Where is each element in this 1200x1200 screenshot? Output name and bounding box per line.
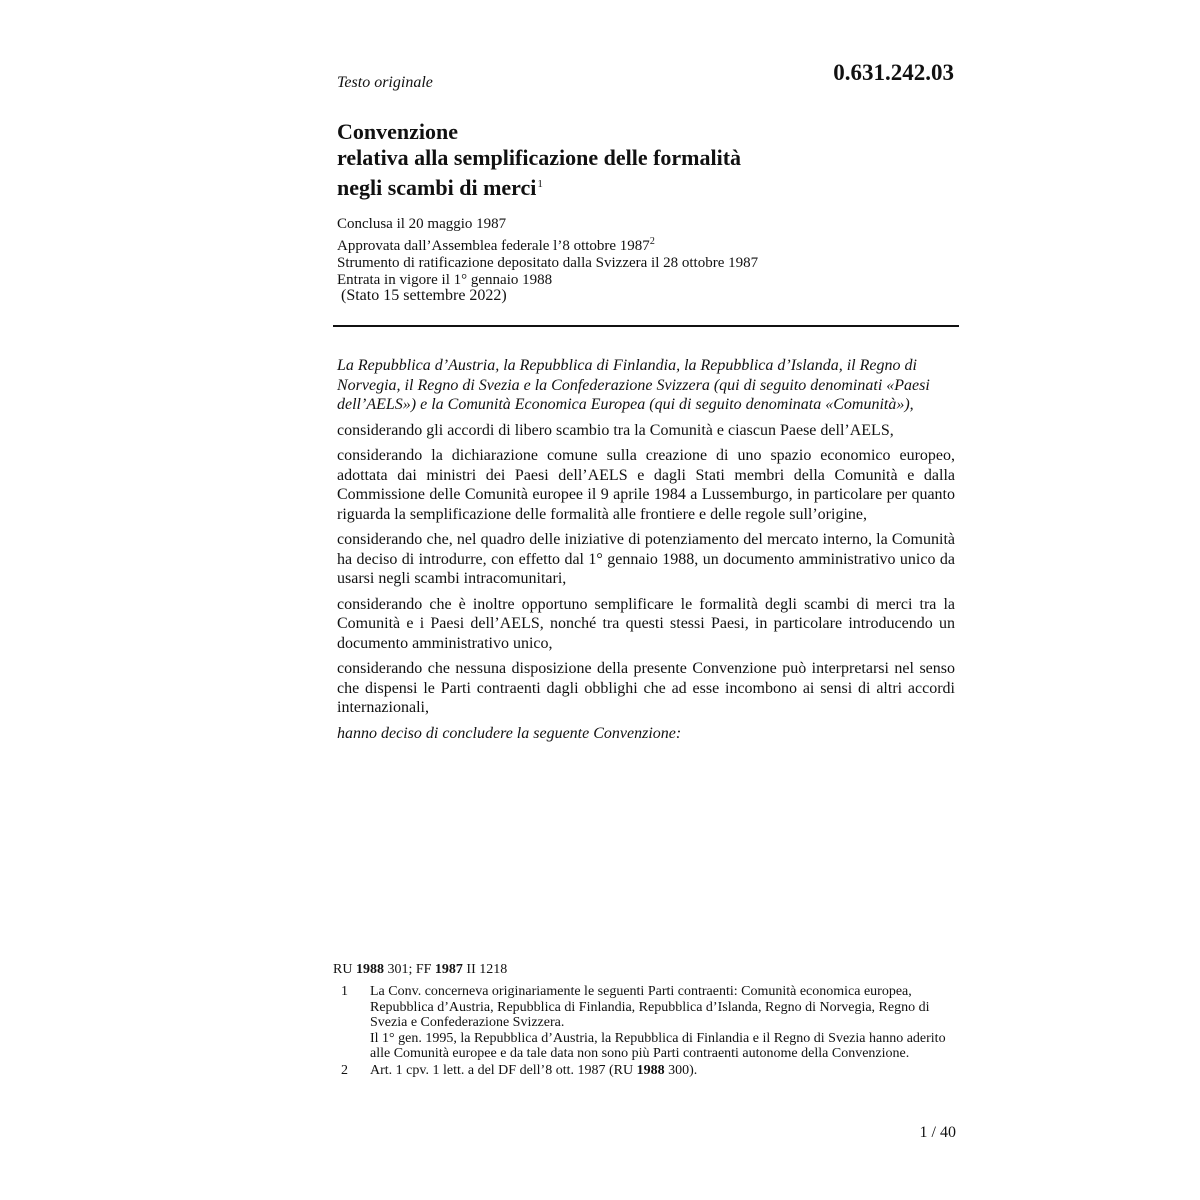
original-text-label: Testo originale: [337, 74, 433, 91]
dates-block: [337, 216, 758, 289]
title-line-2: relativa alla semplificazione delle formalità: [337, 145, 742, 170]
title-line-3-text: negli scambi di merci: [337, 175, 537, 200]
footnote-2-text-after: 300).: [668, 1062, 698, 1078]
consideration-5: considerando che nessuna disposizione della presente Convenzione può interpretarsi nel senso che dispensi le Parti contraenti dagli obblighi che ad esse incombono ai sensi di altri accordi internazionali,: [337, 660, 955, 716]
preamble-closing: hanno deciso di concludere la seguente Convenzione:: [337, 724, 682, 742]
ru-label: RU: [333, 962, 353, 977]
footnote-2: [337, 1063, 957, 1079]
footnote-2-year: 1988: [636, 1062, 665, 1078]
footnotes: [337, 984, 957, 1078]
page-number: 1 / 40: [919, 1124, 956, 1141]
approved-date: [337, 233, 758, 255]
ratification-date: Strumento di ratificazione depositato dalla Svizzera il 28 ottobre 1987: [337, 255, 759, 271]
preamble-parties: La Repubblica d’Austria, la Repubblica di Finlandia, la Repubblica d’Islanda, il Regno di Norvegia, il Regno di Svezia e la Confederazione Svizzera (qui di seguito denominati «Paesi dell’AELS») e la Comunità Economica Europea (qui di seguito denominata «Comunità»),: [337, 357, 930, 413]
status-date: (Stato 15 settembre 2022): [341, 287, 507, 304]
ff-year: 1987: [434, 962, 463, 977]
in-force-date: Entrata in vigore il 1° gennaio 1988: [337, 272, 553, 288]
footnote-1: [337, 984, 957, 1062]
ru-page: 301; FF: [387, 962, 432, 977]
consideration-3: considerando che, nel quadro delle iniziative di potenziamento del mercato interno, la Comunità ha deciso di introdurre, con effetto dal 1° gennaio 1988, un documento amministrativo unico da usarsi negli scambi intracomunitari,: [337, 531, 955, 587]
footnote-1-number: 1: [341, 984, 348, 999]
footnote-1-body: [370, 984, 957, 1062]
approved-date-text: Approvata dall’Assemblea federale l’8 ottobre 1987: [337, 238, 650, 254]
ff-page: II 1218: [466, 962, 508, 977]
consideration-2: considerando la dichiarazione comune sulla creazione di uno spazio economico europeo, adottata dai ministri dei Paesi dell’AELS e dagli Stati membri della Comunità e dalla Commissione delle Comunità europee il 9 aprile 1984 a Lussemburgo, in particolare per quanto riguarda la semplificazione delle formalità alle frontiere e delle regole sull’origine,: [337, 447, 955, 523]
consideration-1: considerando gli accordi di libero scambio tra la Comunità e ciascun Paese dell’AELS,: [337, 421, 894, 439]
title-line-1: Convenzione: [337, 119, 458, 144]
document-title: [337, 119, 741, 201]
footnote-1-text-1: La Conv. concerneva originariamente le seguenti Parti contraenti: Comunità economica europea, Repubblica d’Austria, Repubblica di Finlandia, Repubblica d’Islanda, Regno di Norvegia, Regno di Svezia e Confederazione Svizzera.: [370, 984, 930, 1030]
footnote-2-body: [370, 1063, 957, 1079]
title-line-3: [337, 171, 741, 201]
consideration-4: considerando che è inoltre opportuno semplificare le formalità degli scambi di merci tra la Comunità e i Paesi dell’AELS, nonché tra questi stessi Paesi, in particolare introducendo un documento amministrativo unico,: [337, 595, 955, 652]
preamble: [337, 356, 955, 749]
footnote-1-text-2: Il 1° gen. 1995, la Repubblica d’Austria, la Repubblica di Finlandia e il Regno di Svezia hanno aderito alle Comunità europee e da tale data non sono più Parti contraenti autonome della Convenzione.: [370, 1030, 946, 1061]
concluded-date: Conclusa il 20 maggio 1987: [337, 216, 507, 232]
approved-footnote-mark[interactable]: 2: [649, 236, 655, 247]
footnote-2-number: 2: [341, 1062, 348, 1078]
sr-number: 0.631.242.03: [833, 60, 954, 85]
official-references: [333, 962, 507, 978]
header-divider: [333, 325, 959, 327]
title-footnote-mark[interactable]: 1: [537, 178, 543, 190]
ru-year: 1988: [355, 962, 384, 977]
footnote-2-text-before: Art. 1 cpv. 1 lett. a del DF dell’8 ott. 1987 (RU: [370, 1062, 634, 1078]
